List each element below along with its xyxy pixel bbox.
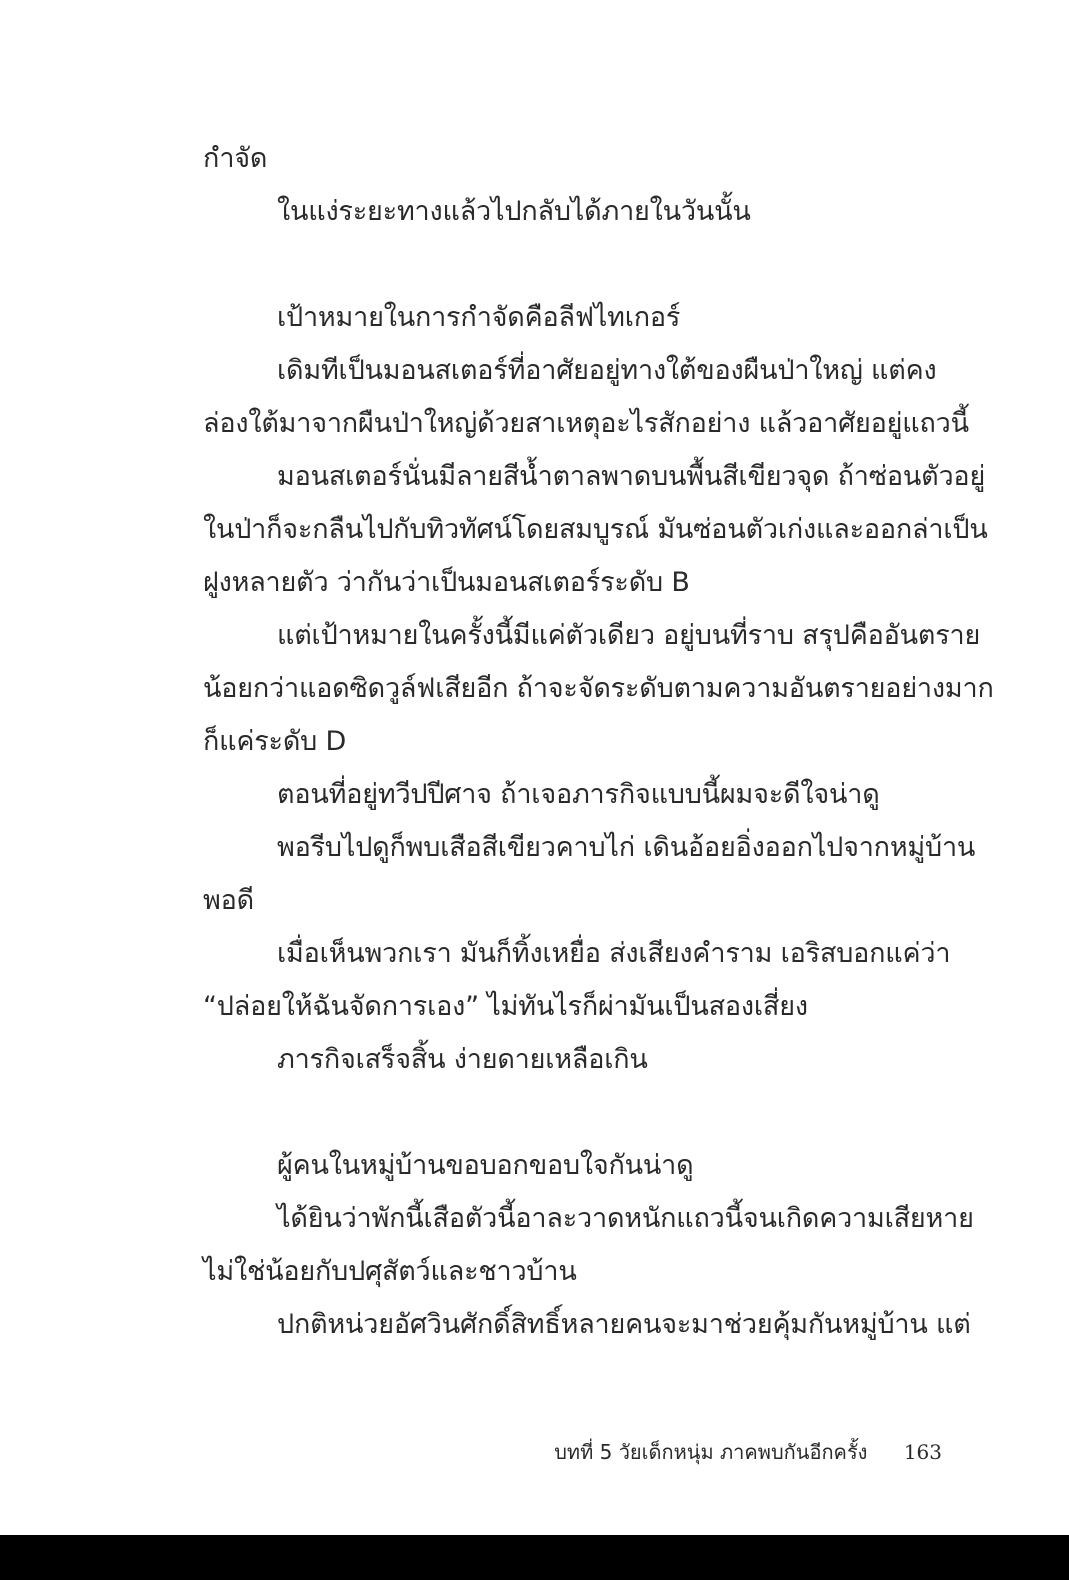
text-line: ล่องใต้มาจากผืนป่าใหญ่ด้วยสาเหตุอะไรสักอย่าง แล้วอาศัยอยู่แถวนี้ <box>203 408 969 439</box>
text-line: ผู้คนในหมู่บ้านขอบอกขอบใจกันน่าดู <box>277 1150 694 1181</box>
text-line: แต่เป้าหมายในครั้งนี้มีแค่ตัวเดียว อยู่บนที่ราบ สรุปคืออันตราย <box>277 620 981 651</box>
chapter-title: บทที่ 5 วัยเด็กหนุ่ม ภาคพบกันอีกครั้ง <box>554 1440 868 1464</box>
page-footer <box>554 1438 942 1466</box>
text-line: พอรีบไปดูก็พบเสือสีเขียวคาบไก่ เดินอ้อยอิ่งออกไปจากหมู่บ้าน <box>277 832 976 863</box>
text-line: ในป่าก็จะกลืนไปกับทิวทัศน์โดยสมบูรณ์ มันซ่อนตัวเก่งและออกล่าเป็น <box>203 514 988 545</box>
bottom-black-bar <box>0 1535 1069 1580</box>
text-line: เป้าหมายในการกำจัดคือลีฟไทเกอร์ <box>277 302 681 333</box>
text-line: ภารกิจเสร็จสิ้น ง่ายดายเหลือเกิน <box>277 1044 648 1075</box>
text-line: “ปล่อยให้ฉันจัดการเอง” ไม่ทันไรก็ผ่ามันเป็นสองเสี่ยง <box>203 991 808 1022</box>
text-line: ไม่ใช่น้อยกับปศุสัตว์และชาวบ้าน <box>203 1256 577 1287</box>
body-text <box>203 132 994 1351</box>
text-line: ตอนที่อยู่ทวีปปีศาจ ถ้าเจอภารกิจแบบนี้ผมจะดีใจน่าดู <box>277 779 880 810</box>
text-line: ฝูงหลายตัว ว่ากันว่าเป็นมอนสเตอร์ระดับ B <box>203 567 690 598</box>
text-line: มอนสเตอร์นั่นมีลายสีน้ำตาลพาดบนพื้นสีเขียวจุด ถ้าซ่อนตัวอยู่ <box>277 461 986 492</box>
text-line: ในแง่ระยะทางแล้วไปกลับได้ภายในวันนั้น <box>277 196 751 227</box>
blank-line <box>203 238 943 291</box>
text-line: พอดี <box>203 885 254 916</box>
blank-line <box>203 1086 943 1139</box>
text-line: เดิมทีเป็นมอนสเตอร์ที่อาศัยอยู่ทางใต้ของผืนป่าใหญ่ แต่คง <box>277 355 937 386</box>
text-line: กำจัด <box>203 143 268 174</box>
text-line: น้อยกว่าแอดซิดวูล์ฟเสียอีก ถ้าจะจัดระดับตามความอันตรายอย่างมาก <box>203 673 994 704</box>
text-line: เมื่อเห็นพวกเรา มันก็ทิ้งเหยื่อ ส่งเสียงคำราม เอริสบอกแค่ว่า <box>277 938 951 969</box>
text-line: ปกติหน่วยอัศวินศักดิ์สิทธิ์หลายคนจะมาช่วยคุ้มกันหมู่บ้าน แต่ <box>277 1309 971 1340</box>
text-line: ก็แค่ระดับ D <box>203 726 347 757</box>
text-line: ได้ยินว่าพักนี้เสือตัวนี้อาละวาดหนักแถวนี้จนเกิดความเสียหาย <box>277 1203 974 1234</box>
page-number: 163 <box>903 1440 942 1464</box>
